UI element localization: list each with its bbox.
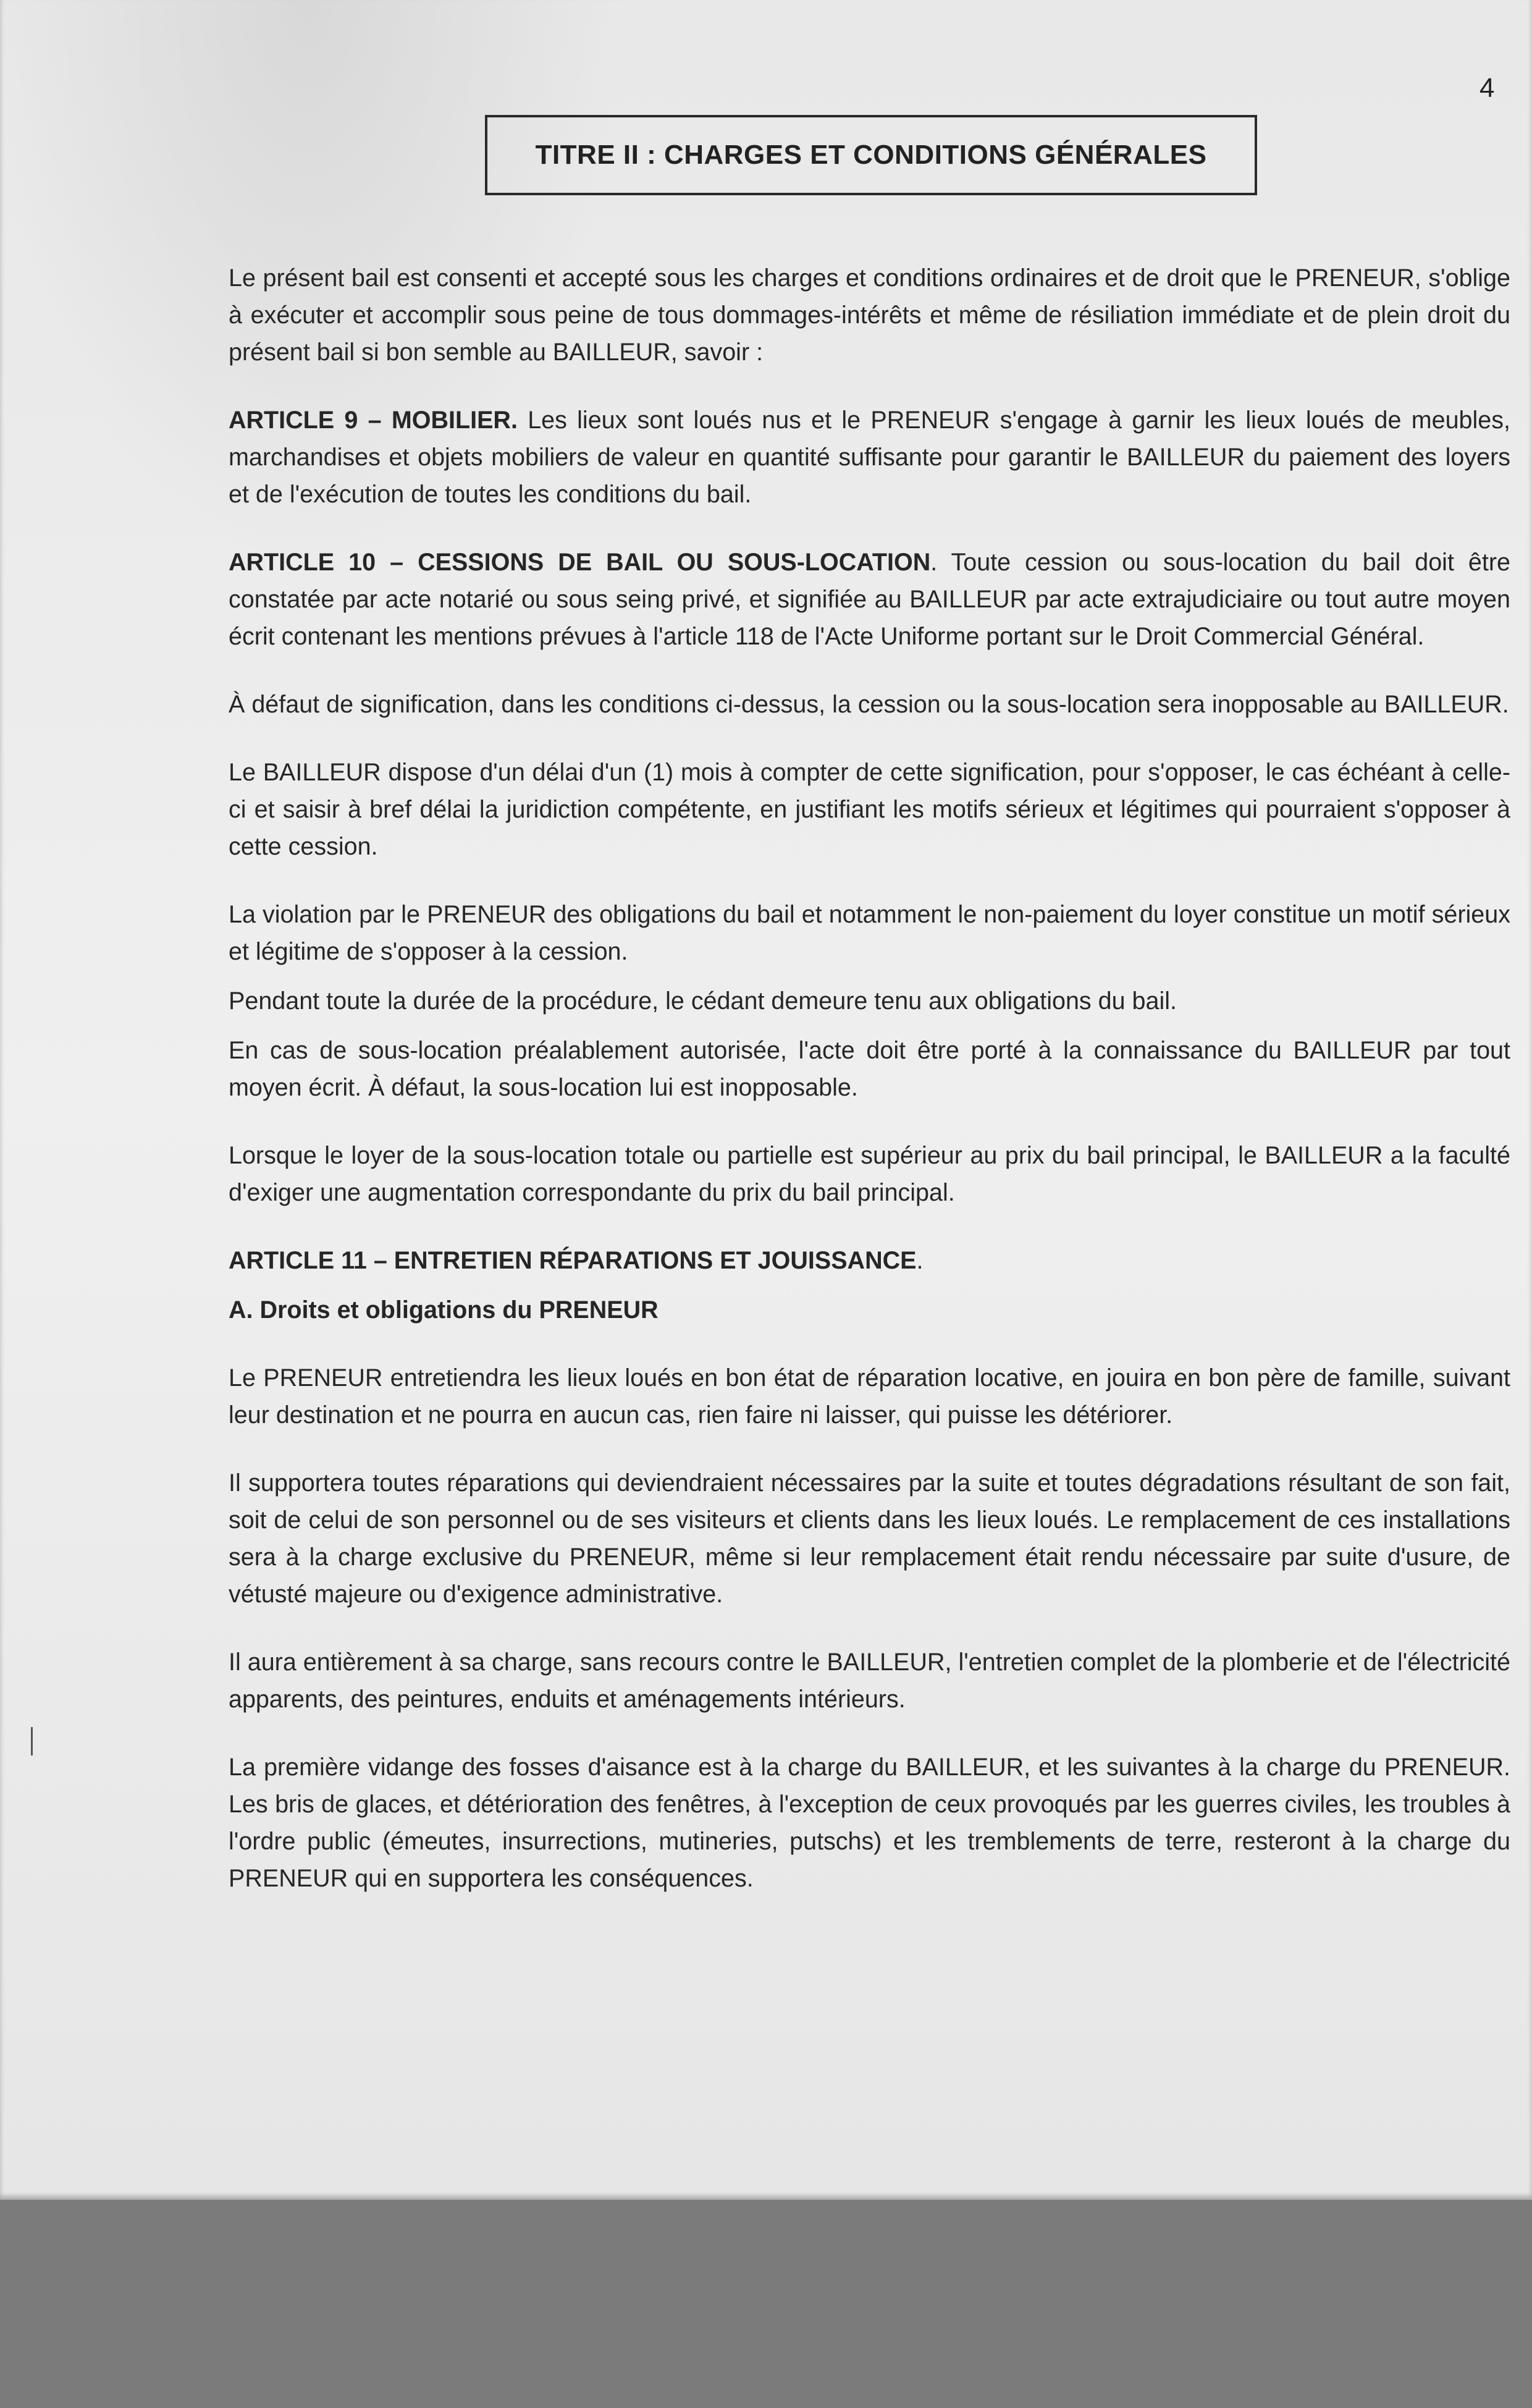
article-10-paragraph: En cas de sous-location préalablement autorisée, l'acte doit être porté à la connaissance du BAILLEUR par tout moyen écrit. À défaut, la sous-location lui est inopposable. [229,1037,1510,1101]
article-11-paragraph: Le PRENEUR entretiendra les lieux loués en bon état de réparation locative, en jouira en bon père de famille, suivant leur destination et ne pourra en aucun cas, rien faire ni laisser, qui puisse les détériorer. [229,1364,1510,1429]
article-10-paragraph: La violation par le PRENEUR des obligations du bail et notamment le non-paiement du loyer constitue un motif sérieux et légitime de s'opposer à la cession. [229,901,1510,965]
article-10-heading: ARTICLE 10 – CESSIONS DE BAIL OU SOUS-LOCATION [229,549,931,576]
article-11-heading-line [229,1242,1510,1279]
document-body [229,260,1510,1928]
article-11-paragraph: La première vidange des fosses d'aisance est à la charge du BAILLEUR, et les suivantes à la charge du PRENEUR. Les bris de glaces, et détérioration des fenêtres, à l'exception de ceux provoqués par les guerres civiles, les troubles à l'ordre public (émeutes, insurrections, mutineries, putschs) et les tremblements de terre, resteront à la charge du PRENEUR qui en supportera les conséquences. [229,1754,1510,1892]
article-10-paragraph: Lorsque le loyer de la sous-location totale ou partielle est supérieur au prix du bail principal, le BAILLEUR a la faculté d'exiger une augmentation correspondante du prix du bail principal. [229,1142,1510,1206]
article-11-subheading: A. Droits et obligations du PRENEUR [229,1296,659,1324]
article-10-paragraph: Le BAILLEUR dispose d'un délai d'un (1) mois à compter de cette signification, pour s'opposer, le cas échéant à celle-ci et saisir à bref délai la juridiction compétente, en justifiant les motifs sérieux et légitimes qui pourraient s'opposer à cette cession. [229,759,1510,860]
title-box [485,115,1257,195]
page-number: 4 [1479,73,1495,103]
article-11-paragraph: Il aura entièrement à sa charge, sans recours contre le BAILLEUR, l'entretien complet de la plomberie et de l'électricité apparents, des peintures, enduits et aménagements intérieurs. [229,1649,1510,1713]
article-9 [229,402,1510,513]
article-11-heading: ARTICLE 11 – ENTRETIEN RÉPARATIONS ET JOUISSANCE [229,1247,917,1274]
article-10-paragraph: Pendant toute la durée de la procédure, le cédant demeure tenu aux obligations du bail. [229,987,1177,1015]
margin-mark [31,1727,33,1755]
page-title: TITRE II : CHARGES ET CONDITIONS GÉNÉRALES [535,140,1207,170]
article-11-paragraph: Il supportera toutes réparations qui deviendraient nécessaires par la suite et toutes dégradations résultant de son fait, soit de celui de son personnel ou de ses visiteurs et clients dans les lieux loués. Le remplacement de ces installations sera à la charge exclusive du PRENEUR, même si leur remplacement était rendu nécessaire par suite d'usure, de vétusté majeure ou d'exigence administrative. [229,1469,1510,1608]
article-10-paragraph: À défaut de signification, dans les conditions ci-dessus, la cession ou la sous-location sera inopposable au BAILLEUR. [229,691,1509,718]
article-11-heading-end: . [916,1247,924,1274]
article-9-text: Les lieux sont loués nus et le PRENEUR s'engage à garnir les lieux loués de meubles, marchandises et objets mobiliers de valeur en quantité suffisante pour garantir le BAILLEUR du paiement des loyers et de l'exécution de toutes les conditions du bail. [229,407,1510,508]
article-10 [229,544,1510,655]
article-10-text: . Toute cession ou sous-location du bail doit être constatée par acte notarié ou sous seing privé, et signifiée au BAILLEUR par acte extrajudiciaire ou tout autre moyen écrit contenant les mentions prévues à l'article 118 de l'Acte Uniforme portant sur le Droit Commercial Général. [229,549,1510,650]
intro-paragraph: Le présent bail est consenti et accepté sous les charges et conditions ordinaires et de droit que le PRENEUR, s'oblige à exécuter et accomplir sous peine de tous dommages-intérêts et même de résiliation immédiate et de plein droit du présent bail si bon semble au BAILLEUR, savoir : [229,264,1510,366]
article-9-heading: ARTICLE 9 – MOBILIER. [229,407,518,434]
